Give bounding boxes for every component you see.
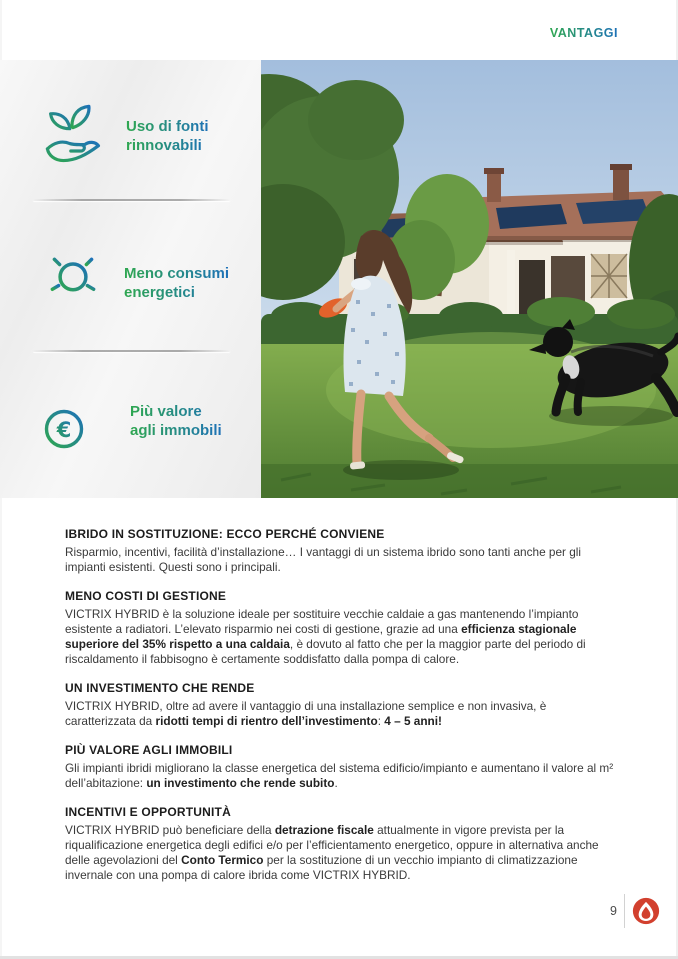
section-paragraph: VICTRIX HYBRID è la soluzione ideale per sostituire vecchie caldaie a gas mantenendo l’impianto esistente a radiatori. L’elevato risparmio nei costi di gestione, grazie ad una efficienza stagionale superiore del 35% rispetto a una caldaia, è dovuto al fatto che per la maggior parte del periodo di riscaldamento il fabbisogno è certamente soddisfatto dalla pompa di calore. [65,607,586,666]
benefits-panel [0,60,261,498]
page-footer [610,893,660,929]
euro-coin-chart-icon [40,387,112,456]
section-heading: PIÙ VALORE AGLI IMMOBILI [65,743,233,757]
section-investimento [65,681,618,729]
section-heading: UN INVESTIMENTO CHE RENDE [65,681,255,695]
section-heading: INCENTIVI E OPPORTUNITÀ [65,805,231,819]
section-heading: MENO COSTI DI GESTIONE [65,589,227,603]
section-paragraph: Risparmio, incentivi, facilità d’installazione… I vantaggi di un sistema ibrido sono tanti anche per gli impianti esistenti. Questi sono i principali. [65,545,582,574]
section-piu-valore [65,743,618,791]
section-ibrido-in-sostituzione [65,527,618,575]
lightbulb-rays-icon [40,248,106,319]
benefit-label: Meno consumi energetici [124,265,230,301]
page-number: 9 [610,904,617,918]
section-paragraph: VICTRIX HYBRID, oltre ad avere il vantaggio di una installazione semplice e non invasiva, è caratterizzata da ridotti tempi di rientro dell’investimento: 4 – 5 anni! [65,699,547,728]
hero-band [0,60,678,498]
page-kicker: VANTAGGI [549,26,618,40]
hand-sprout-icon [40,100,108,173]
section-paragraph: Gli impianti ibridi migliorano la classe energetica del sistema edificio/impianto e aumentano il valore al m² dell’abitazione: un investimento che rende subito. [65,761,614,790]
panel-divider [33,199,230,201]
panel-divider [33,350,230,352]
section-incentivi [65,805,618,883]
section-paragraph: VICTRIX HYBRID può beneficiare della detrazione fiscale attualmente in vigore prevista per la riqualificazione energetica degli edifici e/o per l’efficientamento energetico, oppure in alternativa anche delle agevolazioni del Conto Termico per la sostituzione di un vecchio impianto di climatizzazione invernale con una pompa di calore ibrida come VICTRIX HYBRID. [65,823,599,882]
benefit-label: Più valore agli immobili [130,403,222,439]
footer-divider [624,894,625,928]
benefit-renewables [40,98,251,174]
svg-text:€: € [56,417,72,442]
body-copy [65,527,618,897]
benefit-energy [40,236,251,330]
section-meno-costi [65,589,618,667]
benefit-label: Uso di fonti rinnovabili [126,118,209,154]
immergas-flame-logo-icon [632,897,660,925]
garden-photo [261,60,678,498]
section-heading: IBRIDO IN SOSTITUZIONE: ECCO PERCHÉ CONVIENE [65,527,385,541]
benefit-property-value [40,386,251,456]
